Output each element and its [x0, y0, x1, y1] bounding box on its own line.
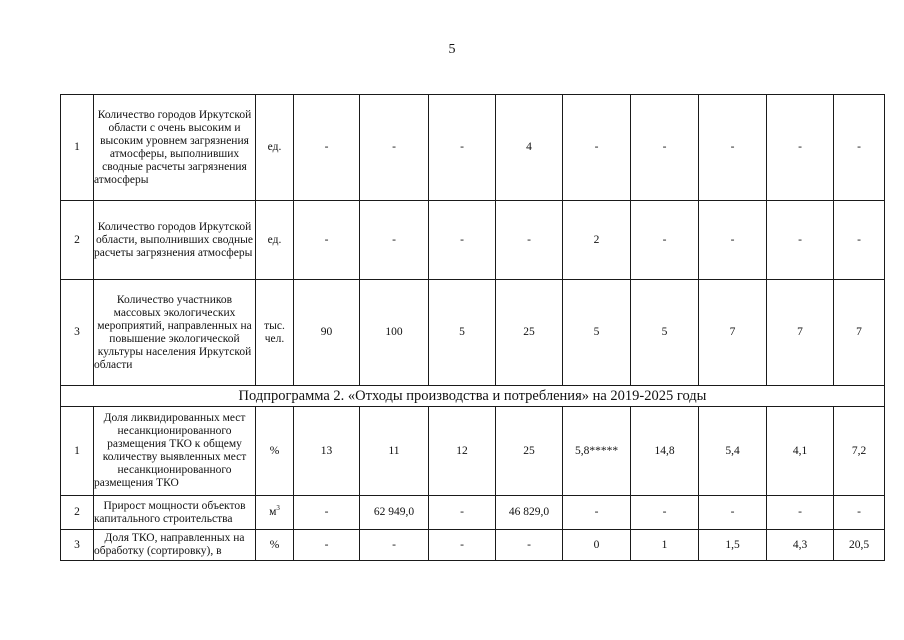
value-cell: 5 — [429, 280, 496, 386]
value-cell: - — [563, 95, 631, 201]
row-number: 1 — [61, 95, 94, 201]
value-cell: 4,1 — [767, 407, 834, 496]
unit-base: м — [269, 506, 277, 518]
value-cell: - — [631, 496, 699, 530]
value-cell: - — [834, 201, 885, 280]
table-row — [61, 530, 885, 561]
value-cell: 13 — [294, 407, 360, 496]
unit-cell: % — [256, 530, 294, 561]
value-cell: - — [360, 530, 429, 561]
indicator-name: Прирост мощности объектов капитального строительства — [94, 496, 256, 530]
value-cell: 11 — [360, 407, 429, 496]
value-cell: - — [699, 95, 767, 201]
value-cell: - — [563, 496, 631, 530]
table-row — [61, 496, 885, 530]
value-cell: 7 — [767, 280, 834, 386]
value-cell: - — [360, 95, 429, 201]
value-cell: 5 — [563, 280, 631, 386]
value-cell: - — [767, 201, 834, 280]
value-cell: 4 — [496, 95, 563, 201]
value-cell: - — [767, 95, 834, 201]
value-cell: - — [294, 496, 360, 530]
value-cell: 5,8***** — [563, 407, 631, 496]
row-number: 3 — [61, 530, 94, 561]
indicator-name: Количество городов Иркутской области, выполнивших сводные расчеты загрязнения атмосферы — [94, 201, 256, 280]
table-row — [61, 280, 885, 386]
value-cell: 62 949,0 — [360, 496, 429, 530]
value-cell: 14,8 — [631, 407, 699, 496]
value-cell: 5 — [631, 280, 699, 386]
value-cell: - — [429, 201, 496, 280]
value-cell: 12 — [429, 407, 496, 496]
page-number: 5 — [448, 42, 456, 57]
value-cell: 100 — [360, 280, 429, 386]
value-cell: - — [294, 201, 360, 280]
row-number: 2 — [61, 201, 94, 280]
value-cell: - — [360, 201, 429, 280]
value-cell: 90 — [294, 280, 360, 386]
value-cell: 1 — [631, 530, 699, 561]
value-cell: 25 — [496, 407, 563, 496]
indicator-name: Количество участников массовых экологических мероприятий, направленных на повышение экологической культуры населения Иркутской области — [94, 280, 256, 386]
value-cell: - — [429, 530, 496, 561]
value-cell: 7 — [699, 280, 767, 386]
unit-cell: ед. — [256, 201, 294, 280]
value-cell: - — [699, 201, 767, 280]
unit-cell: % — [256, 407, 294, 496]
row-number: 3 — [61, 280, 94, 386]
value-cell: - — [767, 496, 834, 530]
value-cell: - — [429, 95, 496, 201]
value-cell: 4,3 — [767, 530, 834, 561]
value-cell: - — [631, 95, 699, 201]
value-cell: - — [496, 201, 563, 280]
value-cell: - — [699, 496, 767, 530]
value-cell: 1,5 — [699, 530, 767, 561]
subprogram-header-row — [61, 386, 885, 407]
row-number: 1 — [61, 407, 94, 496]
value-cell: - — [631, 201, 699, 280]
table-row — [61, 95, 885, 201]
value-cell: 7,2 — [834, 407, 885, 496]
unit-cell: тыс. чел. — [256, 280, 294, 386]
value-cell: - — [834, 496, 885, 530]
unit-cell: ед. — [256, 95, 294, 201]
table-row — [61, 407, 885, 496]
value-cell: - — [429, 496, 496, 530]
value-cell: 2 — [563, 201, 631, 280]
value-cell: - — [496, 530, 563, 561]
indicator-name: Количество городов Иркутской области с очень высоким и высоким уровнем загрязнения атмосферы, выполнивших сводные расчеты загрязнения атмосферы — [94, 95, 256, 201]
value-cell: 7 — [834, 280, 885, 386]
unit-superscript: 3 — [276, 504, 280, 513]
unit-cell — [256, 496, 294, 530]
table-row — [61, 201, 885, 280]
value-cell: 20,5 — [834, 530, 885, 561]
value-cell: 25 — [496, 280, 563, 386]
value-cell: - — [294, 95, 360, 201]
value-cell: 0 — [563, 530, 631, 561]
subprogram-title: Подпрограмма 2. «Отходы производства и потребления» на 2019-2025 годы — [61, 386, 885, 407]
indicator-name: Доля ТКО, направленных на обработку (сортировку), в — [94, 530, 256, 561]
value-cell: 5,4 — [699, 407, 767, 496]
indicator-name: Доля ликвидированных мест несанкционированного размещения ТКО к общему количеству выявленных мест несанкционированного размещения ТКО — [94, 407, 256, 496]
value-cell: - — [294, 530, 360, 561]
row-number: 2 — [61, 496, 94, 530]
indicators-table — [60, 94, 885, 561]
value-cell: 46 829,0 — [496, 496, 563, 530]
value-cell: - — [834, 95, 885, 201]
